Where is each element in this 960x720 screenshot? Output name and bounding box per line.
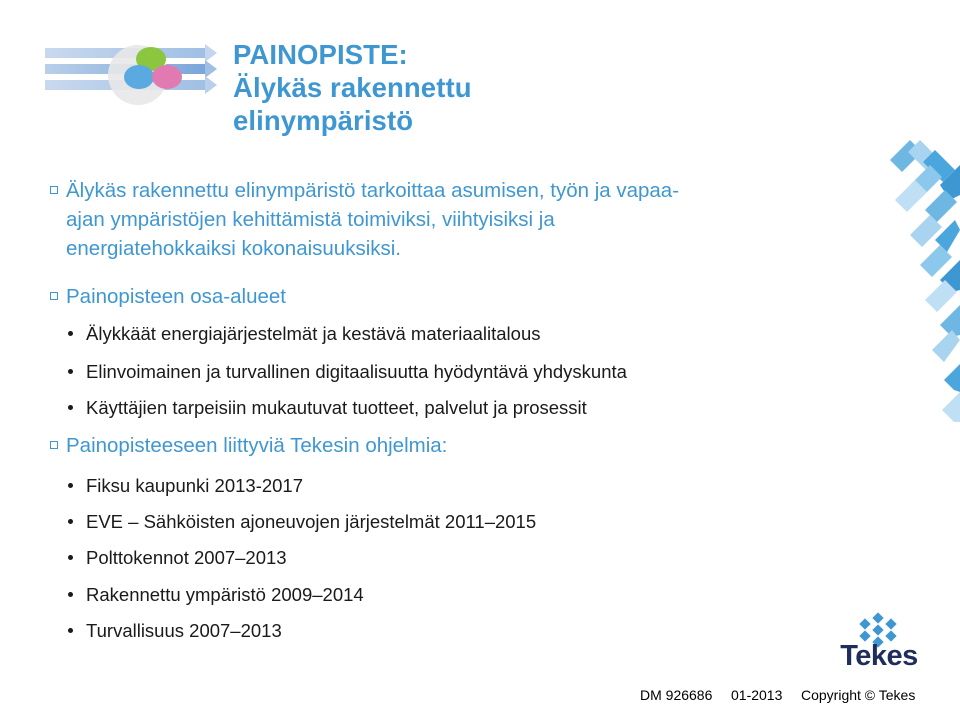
intro-line-2: ajan ympäristöjen kehittämistä toimiviksi, viihtyisiksi ja: [66, 208, 555, 231]
title-line-1: PAINOPISTE:: [233, 39, 408, 70]
slide-title: [233, 38, 472, 137]
footer-doc-id: DM 926686: [640, 687, 713, 703]
round-bullet-icon: [68, 369, 73, 374]
subarea-item: Elinvoimainen ja turvallinen digitaalisuutta hyödyntävä yhdyskunta: [86, 361, 627, 382]
programs-heading: Painopisteeseen liittyviä Tekesin ohjelmia:: [66, 434, 448, 457]
list-item: [68, 359, 627, 385]
subarea-item: Älykkäät energiajärjestelmät ja kestävä materiaalitalous: [86, 323, 541, 344]
side-decoration-pattern: [880, 140, 960, 440]
header-decoration-graphic: [45, 40, 220, 110]
list-item: [68, 395, 587, 421]
square-bullet-icon: [50, 441, 58, 449]
list-item: [68, 321, 541, 347]
intro-line-1: Älykäs rakennettu elinympäristö tarkoittaa asumisen, työn ja vapaa-: [66, 179, 680, 202]
program-item: Fiksu kaupunki 2013-2017: [86, 475, 304, 496]
list-item: [68, 473, 303, 499]
footer-date: 01-2013: [731, 687, 783, 703]
subarea-item: Käyttäjien tarpeisiin mukautuvat tuotteet, palvelut ja prosessit: [86, 397, 587, 418]
footer-copyright: Copyright © Tekes: [801, 687, 916, 703]
round-bullet-icon: [68, 405, 73, 410]
square-bullet-icon: [50, 292, 58, 300]
title-line-2: Älykäs rakennettu: [233, 72, 472, 103]
round-bullet-icon: [68, 555, 73, 560]
title-line-3: elinympäristö: [233, 105, 414, 136]
program-item: Rakennettu ympäristö 2009–2014: [86, 584, 364, 605]
round-bullet-icon: [68, 519, 73, 524]
bullet-programs-heading: [48, 431, 447, 460]
round-bullet-icon: [68, 483, 73, 488]
bullet-intro: [48, 176, 679, 263]
intro-line-3: energiatehokkaiksi kokonaisuuksiksi.: [66, 237, 402, 260]
subareas-heading: Painopisteen osa-alueet: [66, 285, 286, 308]
bullet-intro-text: [66, 176, 679, 263]
list-item: [68, 582, 364, 608]
list-item: [68, 545, 287, 571]
round-bullet-icon: [68, 628, 73, 633]
square-bullet-icon: [50, 186, 58, 194]
round-bullet-icon: [68, 331, 73, 336]
program-item: EVE – Sähköisten ajoneuvojen järjestelmät 2011–2015: [86, 511, 537, 532]
round-bullet-icon: [68, 592, 73, 597]
bullet-subareas-heading: [48, 282, 286, 311]
list-item: [68, 618, 282, 644]
program-item: Turvallisuus 2007–2013: [86, 620, 282, 641]
list-item: [68, 509, 536, 535]
program-item: Polttokennot 2007–2013: [86, 547, 287, 568]
tekes-wordmark: Tekes: [840, 640, 918, 672]
